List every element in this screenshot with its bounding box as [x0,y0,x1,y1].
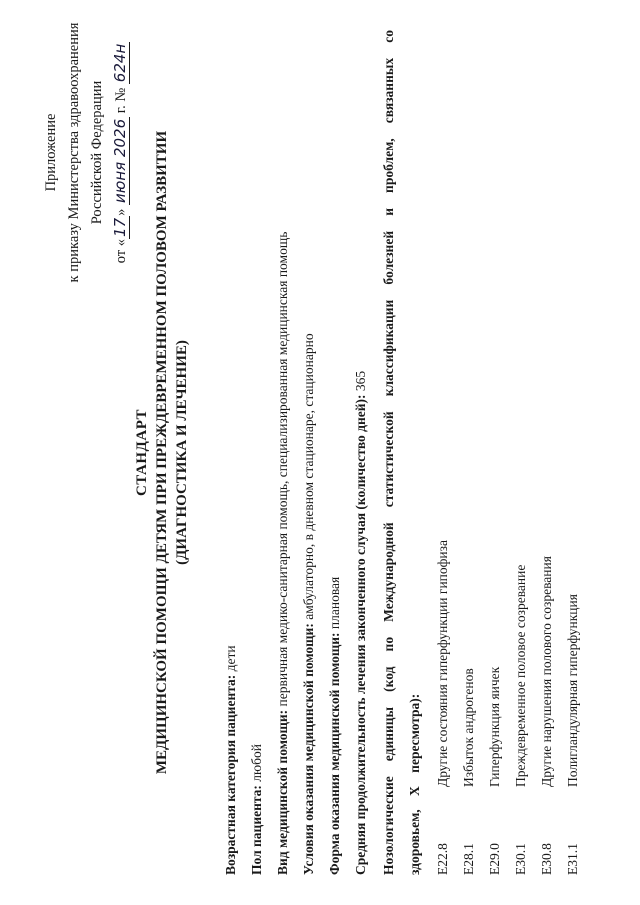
field-label: Возрастная категория пациента: [223,674,238,875]
field-value: дети [223,645,238,675]
field-label: Условия оказания медицинской помощи: [301,623,316,875]
appendix-order-ref: к приказу Министерства здравоохранения [66,22,82,283]
icd-code: E29.0 [487,843,502,875]
order-prefix: от « [113,238,129,264]
icd-code: E22.8 [435,843,450,875]
nosology-heading [376,30,428,875]
icd-name: Избыток андрогенов [461,668,476,787]
code-row [482,30,508,875]
standard-fields [218,30,586,875]
icd-code: E31.1 [565,843,580,875]
title-standard: СТАНДАРТ [134,408,150,497]
field-value: первичная медико-санитарная помощь, специализированная медицинская помощь [275,231,290,710]
nosology-code-list [430,30,586,875]
field-care-type [270,30,296,875]
order-suffix: г. № [113,87,129,117]
order-day-handwritten: 17 [111,217,129,237]
code-row [456,30,482,875]
field-care-conditions [296,30,322,875]
title-subtitle: (ДИАГНОСТИКА И ЛЕЧЕНИЕ) [174,340,190,565]
icd-name: Преждевременное половое созревание [513,564,528,787]
icd-code: E28.1 [461,843,476,875]
field-label: Форма оказания медицинской помощи: [327,632,342,875]
field-value: 365 [353,370,368,395]
icd-code: E30.8 [539,843,554,875]
field-sex [244,30,270,875]
code-row [534,30,560,875]
order-date-number-line [109,20,133,285]
order-month-year-handwritten: июня 2026 [111,118,129,203]
field-value: плановая [327,576,342,633]
icd-name: Другие состояния гиперфункции гипофиза [435,540,450,787]
standard-title [132,80,192,825]
field-label: Вид медицинской помощи: [275,709,290,875]
icd-name: Гиперфункция яичек [487,666,502,787]
appendix-ministry-country: Российской Федерации [89,80,105,225]
field-age-category [218,30,244,875]
order-mid: » [113,205,129,216]
icd-name: Полигландулярная гиперфункция [565,594,580,787]
nosology-label: Нозологические единицы (код по Международной статистической классификации болезней и проблем, связанных со здоровьем, X пересмотра): [381,30,422,875]
field-label: Средняя продолжительность лечения законченного случая (количество дней): [353,394,368,875]
field-value: амбулаторно, в дневном стационаре, стационарно [301,333,316,624]
field-care-form [322,30,348,875]
code-row [560,30,586,875]
field-treatment-duration [348,30,374,875]
order-number-handwritten: 624н [111,43,129,83]
appendix-header [40,20,133,285]
icd-code: E30.1 [513,843,528,875]
field-label: Пол пациента: [249,785,264,875]
code-row [430,30,456,875]
title-main: МЕДИЦИНСКОЙ ПОМОЩИ ДЕТЯМ ПРИ ПРЕЖДЕВРЕМЕННОМ ПОЛОВОМ РАЗВИТИИ [154,130,170,775]
code-row [508,30,534,875]
appendix-title: Приложение [43,113,59,192]
icd-name: Другие нарушения полового созревания [539,556,554,787]
field-value: любой [249,744,264,786]
